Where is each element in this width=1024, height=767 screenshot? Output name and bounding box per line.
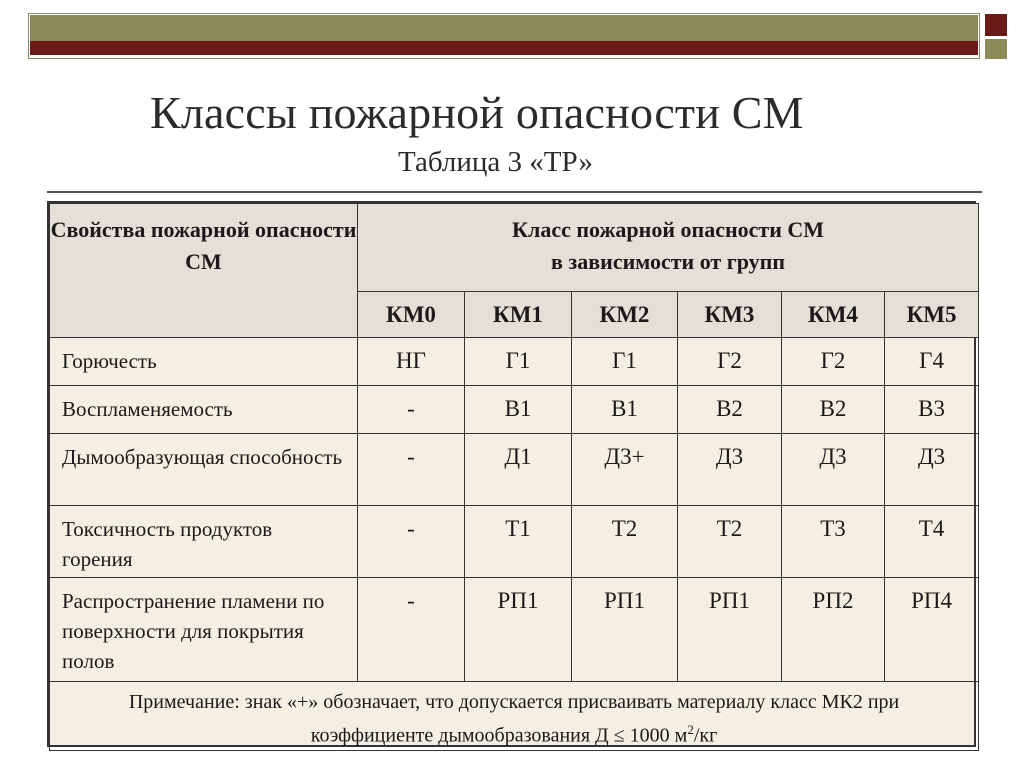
header-class-line1: Класс пожарной опасности СМ xyxy=(512,217,825,242)
header-class-line2: в зависимости от групп xyxy=(551,249,786,274)
value-cell: Т1 xyxy=(465,506,572,578)
class-header-км2: КМ2 xyxy=(572,292,678,338)
value-cell: НГ xyxy=(358,338,465,386)
slide-title: Классы пожарной опасности СМ xyxy=(150,87,804,138)
value-cell: Г4 xyxy=(885,338,979,386)
note-line-2 xyxy=(60,716,968,750)
header-properties-label: Свойства пожарной опасности СМ xyxy=(50,217,357,274)
property-cell: Токсичность продуктов горения xyxy=(50,506,358,578)
value-cell: РП2 xyxy=(782,578,885,682)
class-header-км1: КМ1 xyxy=(465,292,572,338)
value-cell: РП1 xyxy=(465,578,572,682)
title-divider xyxy=(47,191,982,193)
value-cell: Г2 xyxy=(678,338,782,386)
class-header-км3: КМ3 xyxy=(678,292,782,338)
class-header-км4: КМ4 xyxy=(782,292,885,338)
table-row xyxy=(50,386,979,434)
value-cell: Т4 xyxy=(885,506,979,578)
note-line-2-text: коэффициенте дымообразования Д ≤ 1000 м xyxy=(310,724,688,747)
value-cell: РП4 xyxy=(885,578,979,682)
slide-subtitle: Таблица 3 «ТР» xyxy=(398,146,593,178)
value-cell: Д3 xyxy=(782,434,885,506)
value-cell: Д3+ xyxy=(572,434,678,506)
note-line-1: Примечание: знак «+» обозначает, что допускается присваивать материалу класс МК2 при xyxy=(128,691,900,713)
class-header-км0: КМ0 xyxy=(358,292,465,338)
value-cell: Т3 xyxy=(782,506,885,578)
value-cell: - xyxy=(358,434,465,506)
table-note xyxy=(50,682,979,751)
table-row xyxy=(50,434,979,506)
property-cell: Горючесть xyxy=(50,338,358,386)
value-cell: Г1 xyxy=(572,338,678,386)
decor-olive-square xyxy=(985,39,1007,59)
value-cell: РП1 xyxy=(678,578,782,682)
header-properties xyxy=(50,204,358,338)
value-cell: Д1 xyxy=(465,434,572,506)
value-cell: Т2 xyxy=(572,506,678,578)
value-cell: Т2 xyxy=(678,506,782,578)
class-header-км5: КМ5 xyxy=(885,292,979,338)
decor-red-band xyxy=(30,41,978,55)
value-cell: - xyxy=(358,386,465,434)
table-row xyxy=(50,506,979,578)
decor-red-square xyxy=(985,14,1007,36)
value-cell: В2 xyxy=(782,386,885,434)
header-class-group xyxy=(358,204,979,292)
decor-olive-band xyxy=(30,15,978,41)
property-cell: Распространение пламени по поверхности для покрытия полов xyxy=(50,578,358,682)
value-cell: РП1 xyxy=(572,578,678,682)
value-cell: В3 xyxy=(885,386,979,434)
value-cell: Д3 xyxy=(678,434,782,506)
value-cell: Д3 xyxy=(885,434,979,506)
value-cell: - xyxy=(358,578,465,682)
table-row xyxy=(50,578,979,682)
value-cell: Г2 xyxy=(782,338,885,386)
property-cell: Воспламеняемость xyxy=(50,386,358,434)
property-cell: Дымообразующая способность xyxy=(50,434,358,506)
value-cell: В1 xyxy=(572,386,678,434)
note-superscript: 2 xyxy=(687,722,694,737)
value-cell: В2 xyxy=(678,386,782,434)
value-cell: - xyxy=(358,506,465,578)
fire-hazard-table xyxy=(47,201,976,747)
value-cell: Г1 xyxy=(465,338,572,386)
note-line-2-unit: /кг xyxy=(693,724,718,747)
table-row xyxy=(50,338,979,386)
value-cell: В1 xyxy=(465,386,572,434)
